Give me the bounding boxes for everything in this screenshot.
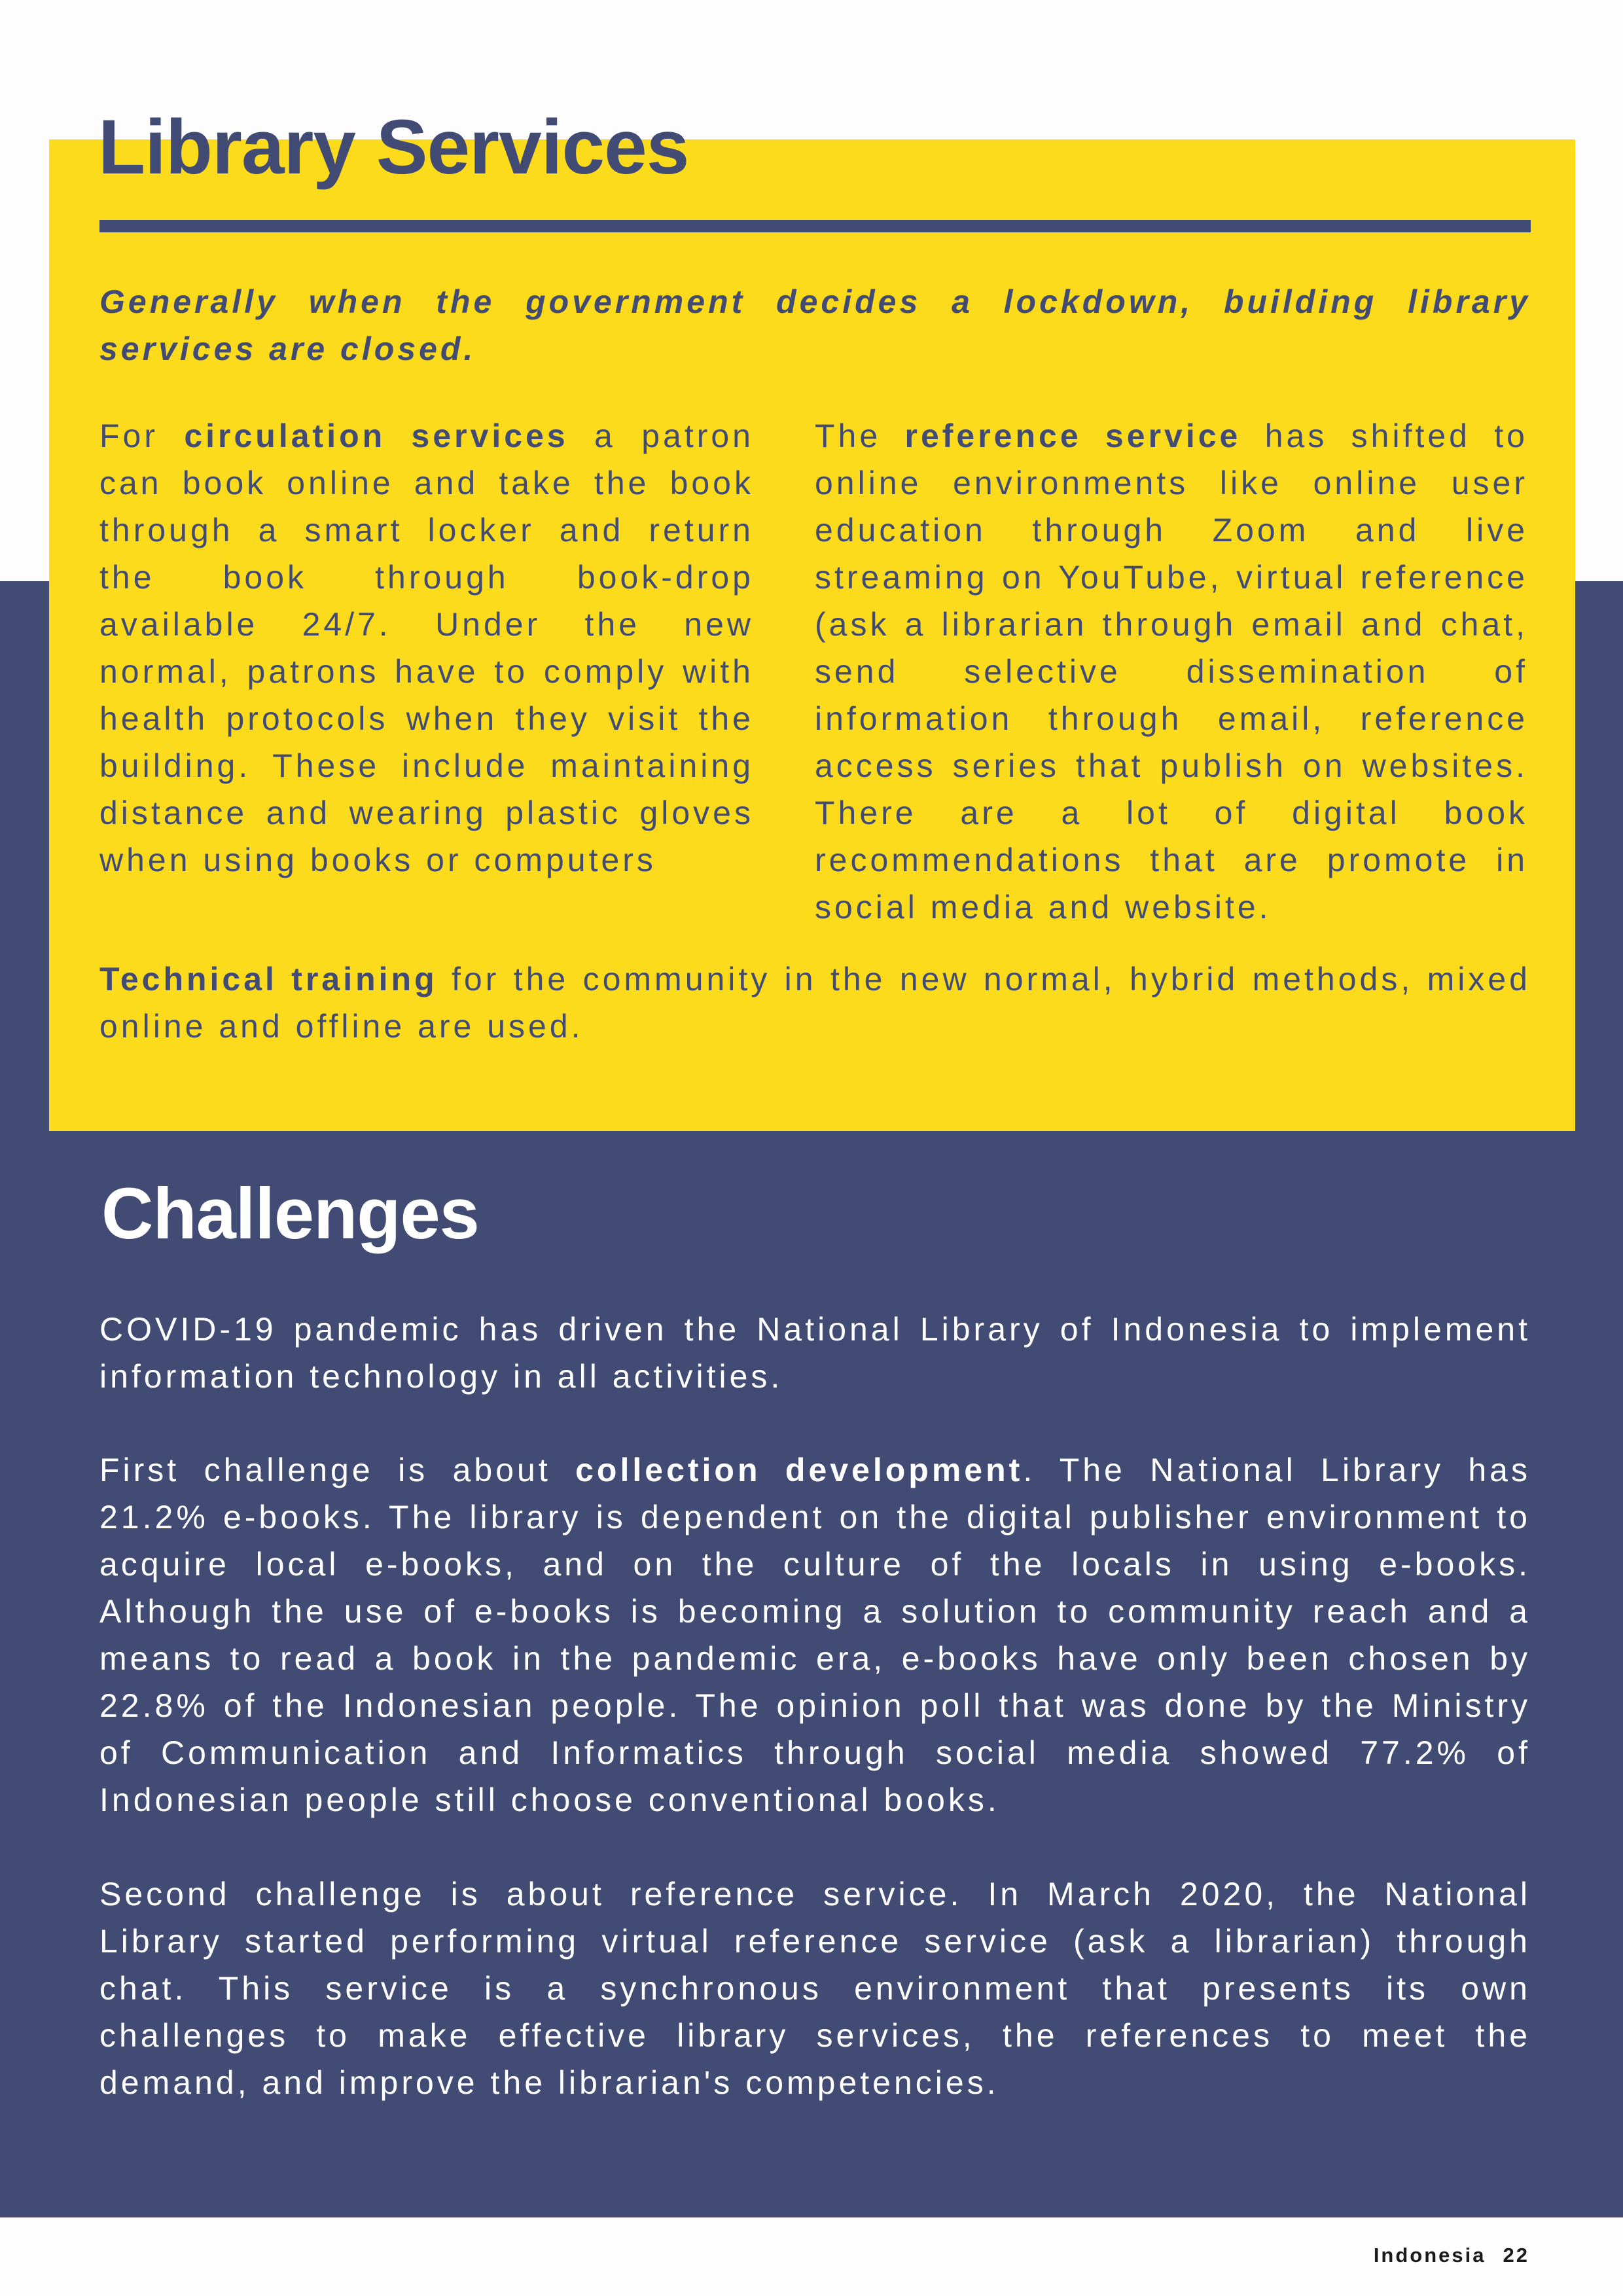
reference-bold: reference service bbox=[904, 418, 1241, 454]
technical-text: for the community in the new normal, hybrid methods, mixed online and offline are used. bbox=[99, 961, 1531, 1045]
reference-lead: The bbox=[815, 418, 905, 454]
challenges-paragraph-3: Second challenge is about reference service. In March 2020, the National Library started performing virtual reference service (ask a librarian) through chat. This service is a synchronous environment that presents its own challenges to make effective library services, the references to meet the demand, and improve the librarian's competencies. bbox=[99, 1876, 1531, 2101]
footer-country: Indonesia bbox=[1373, 2244, 1486, 2267]
challenges-title: Challenges bbox=[101, 1174, 479, 1254]
page-title: Library Services bbox=[98, 104, 689, 190]
challenge-1-lead: First challenge is about bbox=[99, 1452, 576, 1488]
reference-service-paragraph bbox=[815, 412, 1528, 931]
circulation-bold: circulation services bbox=[184, 418, 569, 454]
technical-training-paragraph bbox=[99, 956, 1531, 1050]
page-footer bbox=[1374, 2244, 1529, 2267]
challenges-paragraph-2 bbox=[99, 1446, 1531, 1823]
challenge-1-text: . The National Library has 21.2% e-books. The library is dependent on the digital publisher environment to acquire local e-books, and on the culture of the locals in using e-books. Although the use of e-books is becoming a solution to community reach and a means to read a book in the pandemic era, e-books have only been chosen by 22.8% of the Indonesian people. The opinion poll that was done by the Ministry of Communication and Informatics through social media showed 77.2% of Indonesian people still choose conventional books. bbox=[99, 1452, 1531, 1818]
challenges-paragraph-1: COVID-19 pandemic has driven the National Library of Indonesia to implement information technology in all activities. bbox=[99, 1311, 1531, 1395]
page-number: 22 bbox=[1503, 2244, 1529, 2267]
intro-statement: Generally when the government decides a lockdown, building library services are closed. bbox=[99, 283, 1531, 367]
circulation-text: a patron can book online and take the book through a smart locker and return the book through book-drop available 24/7. Under the new normal, patrons have to comply with health protocols when they visit the building. These include maintaining distance and wearing plastic gloves when using books or computers bbox=[99, 418, 754, 878]
challenge-1-bold: collection development bbox=[575, 1452, 1024, 1488]
circulation-lead: For bbox=[99, 418, 185, 454]
technical-bold: Technical training bbox=[99, 961, 438, 997]
reference-text: has shifted to online environments like online user education through Zoom and live streaming on YouTube, virtual reference (ask a librarian through email and chat, send selective dissemination of information through email, reference access series that publish on websites. There are a lot of digital book recommendations that are promote in social media and website. bbox=[815, 418, 1528, 925]
title-divider bbox=[99, 220, 1531, 232]
circulation-services-paragraph bbox=[99, 412, 754, 884]
